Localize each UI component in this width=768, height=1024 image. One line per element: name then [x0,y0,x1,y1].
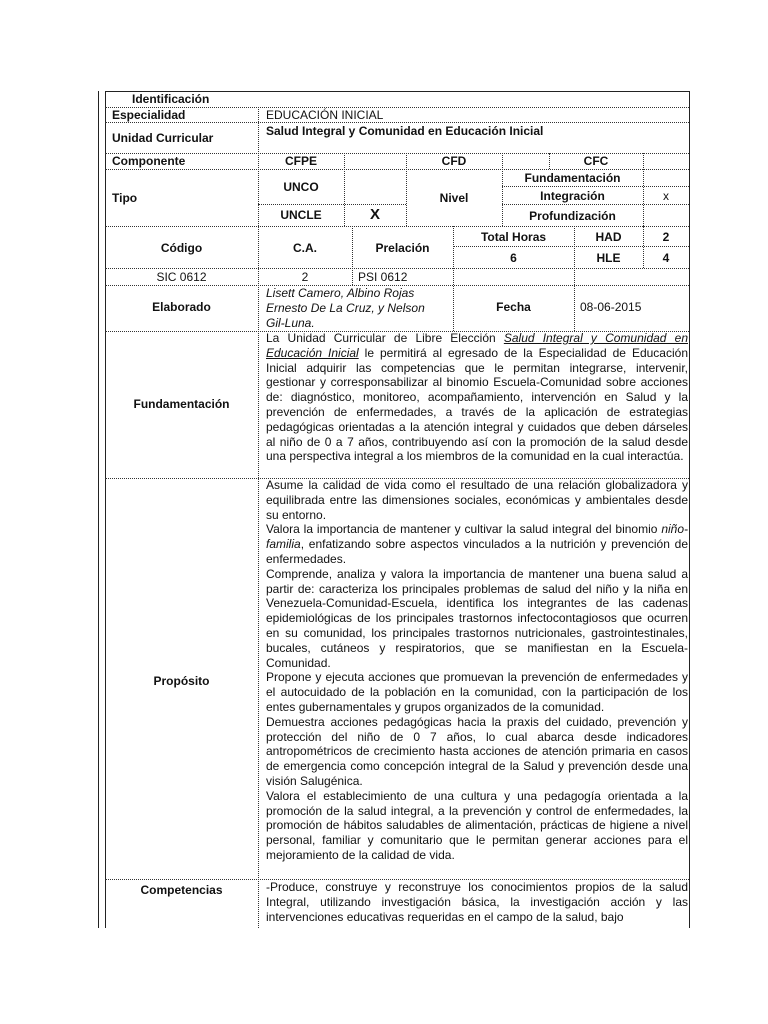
had-label: HAD [595,230,622,244]
codigo-value: SIC 0612 [156,270,207,284]
unidad-title-link: Salud Integral y Comunidad en Educación Inicial [266,331,688,360]
prelacion-label: Prelación [375,241,430,255]
especialidad-label: Especialidad [112,108,186,122]
proposito-paragraph-6: Valora el establecimiento de una cultura y una pedagogía orientada a la promoción de la salud integral, a la prevención y control de enfermedades, la promoción de hábitos saludables de alimentación, prácticas de higiene a nivel personal, familiar y comunitario que le permitan generar acciones para el mejoramiento de la calidad de vida. [266,788,688,862]
tipo-label: Tipo [112,191,138,205]
proposito-paragraph-4: Propone y ejecuta acciones que promuevan la prevención de enfermedades y el autocuidado de la población en la comunidad, con la participación de los entes gubernamentales y grupos organizados de la comunidad. [266,670,688,714]
proposito-paragraph-2: Valora la importancia de mantener y cultivar la salud integral del binomio niño-familia, enfatizando sobre aspectos vinculados a la nutrición y prevención de enfermedades. [266,522,688,566]
proposito-paragraph-3: Comprende, analiza y valora la importancia de mantener una buena salud a partir de: caracteriza los principales problemas de salud del niño y la niña en Venezuela-Comunidad-Escuela, identifica los integrantes de las cadenas epidemiológicas de los principales trastornos infectocontagiosos que ocurren en su comunidad, los principales trastornos nutricionales, gastrointestinales, bucales, cutáneos y respiratorios, que se manifiestan en la Escuela-Comunidad. [266,566,688,670]
table-border-right [689,91,690,928]
fecha-label: Fecha [496,300,531,314]
proposito-label: Propósito [153,674,210,688]
nivel-fundamentacion: Fundamentación [524,171,621,185]
fundamentacion-label: Fundamentación [133,397,230,411]
elaborado-label: Elaborado [152,300,211,314]
nivel-integracion: Integración [540,189,605,203]
integracion-mark: x [663,189,669,203]
total-horas-value: 6 [510,251,517,265]
competencias-label: Competencias [140,883,223,897]
uncle-mark: X [369,206,380,223]
competencias-text: -Produce, construye y reconstruye los conocimientos propios de la salud Integral, utilizando investigación básica, la investigación acción y las intervenciones educativas requeridas en el campo de la salud, bajo [266,880,688,924]
total-horas-label: Total Horas [480,230,547,244]
proposito-paragraph-1: Asume la calidad de vida como el resultado de una relación globalizadora y equilibrada entre las dimensiones sociales, económicas y ambientales desde su entorno. [266,478,688,522]
codigo-label: Código [160,241,203,255]
elaborado-author-line-3: Gil-Luna. [266,316,315,330]
cfpe-label: CFPE [284,154,317,168]
table-border-left-outer [98,91,99,928]
identificacion-heading: Identificación [132,92,210,106]
nivel-label: Nivel [439,191,469,205]
elaborado-author-line-2: Ernesto De La Cruz, y Nelson [266,301,425,315]
hle-value: 4 [662,251,670,265]
ca-label: C.A. [293,241,317,255]
table-border-left-inner [105,91,106,928]
especialidad-value: EDUCACIÓN INICIAL [266,108,384,122]
uncle-label: UNCLE [280,208,322,222]
fecha-value: 08-06-2015 [580,300,642,314]
ca-value: 2 [301,270,309,284]
had-value: 2 [662,230,670,244]
unidad-curricular-label: Unidad Curricular [112,131,214,145]
elaborado-author-line-1: Lisett Camero, Albino Rojas [266,286,415,300]
cfc-label: CFC [583,154,609,168]
prelacion-value: PSI 0612 [358,270,408,284]
nivel-profundizacion: Profundización [529,209,616,223]
componente-label: Componente [112,154,186,168]
proposito-text [266,478,688,863]
unco-label: UNCO [283,180,319,194]
hle-label: HLE [596,251,621,265]
unidad-curricular-value: Salud Integral y Comunidad en Educación Inicial [266,124,544,138]
fundamentacion-text: La Unidad Curricular de Libre Elección Salud Integral y Comunidad en Educación Inicial le permitirá al egresado de la Especialidad de Educación Inicial adquirir las competencias que le permitan integrarse, intervenir, gestionar y corresponsabilizar al binomio Escuela-Comunidad sobre acciones de: diagnóstico, monitoreo, acompañamiento, intervención en Salud y la prevención de enfermedades, a través de la aplicación de estrategias pedagógicas orientadas a la atención integral y cuidados que deben dárseles al niño de 0 a 7 años, contribuyendo así con la promoción de la salud desde una perspectiva integral a los miembros de la comunidad en la cual interactúa. [266,331,688,464]
proposito-paragraph-5: Demuestra acciones pedagógicas hacia la praxis del cuidado, prevención y protección del niño de 0 7 años, lo cual abarca desde indicadores antropométricos de crecimiento hasta acciones de atención primaria en casos de emergencia como concepción integral de la Salud y prevención desde una visión Salugénica. [266,714,688,788]
cfd-label: CFD [441,154,467,168]
